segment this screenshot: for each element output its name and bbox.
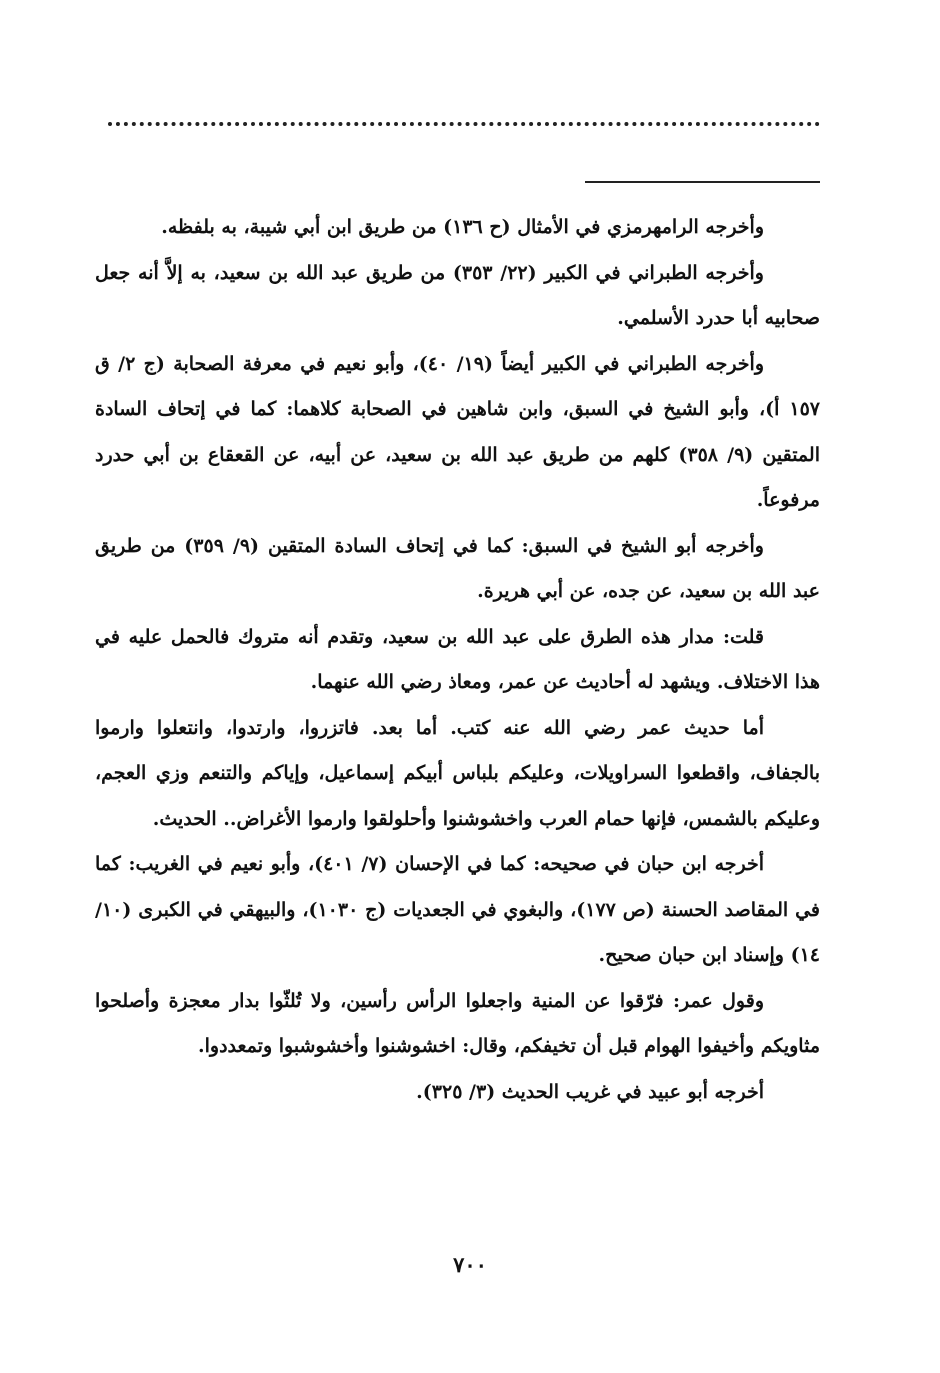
paragraph-8: وقول عمر: فرّقوا عن المنية واجعلوا الرأس رأسين، ولا تُلثّوا بدار معجزة وأصلحوا مثاويكم وأخيفوا الهوام قبل أن تخيفكم، وقال: اخشوشنوا وأخشوشبوا وتمعددوا.: [95, 989, 820, 1057]
paragraph-9: أخرجه أبو عبيد في غريب الحديث (٣/ ٣٢٥).: [416, 1080, 764, 1103]
paragraph-3: وأخرجه الطبراني في الكبير أيضاً (١٩/ ٤٠)، وأبو نعيم في معرفة الصحابة (ج ٢/ ق ١٥٧ أ)، وأبو الشيخ في السبق، وابن شاهين في الصحابة كلاهما: كما في إتحاف السادة المتقين (٩/ ٣٥٨) كلهم من طريق عبد الله بن سعيد، عن أبيه، عن القعقاع بن أبي حدرد مرفوعاً.: [95, 352, 820, 511]
paragraph-5: قلت: مدار هذه الطرق على عبد الله بن سعيد، وتقدم أنه متروك فالحمل عليه في هذا الاختلاف. ويشهد له أحاديث عن عمر، ومعاذ رضي الله عنهما.: [95, 625, 820, 693]
page-number: ٧٠٠: [453, 1252, 487, 1277]
paragraph-1: وأخرجه الرامهرمزي في الأمثال (ح ١٣٦) من طريق ابن أبي شيبة، به بلفظه.: [161, 216, 764, 238]
dotted-separator: [108, 122, 820, 126]
paragraph-7: أخرجه ابن حبان في صحيحه: كما في الإحسان (٧/ ٤٠١)، وأبو نعيم في الغريب: كما في المقاصد الحسنة (ص ١٧٧)، والبغوي في الجعديات (ج ١٠٣٠)، والبيهقي في الكبرى (١٠/ ١٤) وإسناد ابن حبان صحيح.: [95, 853, 820, 966]
footnote-separator: [585, 181, 820, 183]
paragraph-6: أما حديث عمر رضي الله عنه كتب. أما بعد. فاتزروا، وارتدوا، وانتعلوا وارموا بالجفاف، واقطعوا السراويلات، وعليكم بلباس أبيكم إسماعيل، وإياكم والتنعم وزي العجم، وعليكم بالشمس، فإنها حمام العرب واخشوشنوا وأحلولقوا وارموا الأغراض.. الحديث.: [95, 716, 820, 830]
paragraph-2: وأخرجه الطبراني في الكبير (٢٢/ ٣٥٣) من طريق عبد الله بن سعيد، به إلاَّ أنه جعل صحابيه أبا حدرد الأسلمي.: [95, 261, 820, 329]
footnote-text: [95, 205, 820, 1115]
paragraph-4: وأخرجه أبو الشيخ في السبق: كما في إتحاف السادة المتقين (٩/ ٣٥٩) من طريق عبد الله بن سعيد، عن جده، عن أبي هريرة.: [95, 534, 820, 602]
